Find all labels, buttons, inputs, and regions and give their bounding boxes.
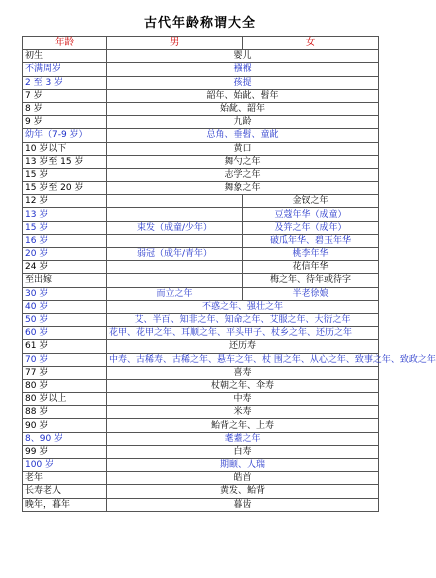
page-title: 古代年龄称谓大全	[143, 16, 256, 31]
table-row	[23, 472, 379, 485]
title-cell: 不惑之年、强壮之年	[107, 300, 379, 313]
age-cell: 长寿老人	[23, 485, 107, 498]
table-row	[23, 459, 379, 472]
title-cell: 白寿	[107, 445, 379, 458]
table-row	[23, 129, 379, 142]
age-cell: 10 岁以下	[23, 142, 107, 155]
table-row	[23, 300, 379, 313]
age-cell: 8 岁	[23, 102, 107, 115]
age-cell: 2 至 3 岁	[23, 76, 107, 89]
female-title-cell: 及笄之年（成年）	[243, 221, 379, 234]
table-row	[23, 419, 379, 432]
age-cell: 80 岁以上	[23, 393, 107, 406]
age-cell: 80 岁	[23, 379, 107, 392]
table-row	[23, 445, 379, 458]
table-row	[23, 498, 379, 511]
title-cell: 中寿	[107, 393, 379, 406]
age-cell: 7 岁	[23, 89, 107, 102]
age-cell: 15 岁	[23, 168, 107, 181]
female-title-cell: 花信年华	[243, 261, 379, 274]
age-cell: 90 岁	[23, 419, 107, 432]
title-cell: 杖朝之年、伞寿	[107, 379, 379, 392]
title-cell: 孩提	[107, 76, 379, 89]
male-title-cell	[107, 234, 243, 247]
female-title-cell: 梅之年、待年或待字	[243, 274, 379, 287]
table-row	[23, 340, 379, 353]
age-cell: 61 岁	[23, 340, 107, 353]
table-row	[23, 313, 379, 326]
male-title-cell: 弱冠（成年/青年）	[107, 248, 243, 261]
age-cell: 至出嫁	[23, 274, 107, 287]
table-row	[23, 76, 379, 89]
table-row	[23, 221, 379, 234]
age-cell: 初生	[23, 50, 107, 63]
table-row	[23, 168, 379, 181]
age-cell: 77 岁	[23, 366, 107, 379]
age-cell: 50 岁	[23, 313, 107, 326]
age-cell: 15 岁至 20 岁	[23, 182, 107, 195]
title-cell: 喜寿	[107, 366, 379, 379]
table-row	[23, 142, 379, 155]
table-body	[23, 50, 436, 512]
age-cell: 20 岁	[23, 248, 107, 261]
female-title-cell: 金钗之年	[243, 195, 379, 208]
age-cell: 16 岁	[23, 234, 107, 247]
age-cell: 30 岁	[23, 287, 107, 300]
female-title-cell: 半老徐娘	[243, 287, 379, 300]
title-cell: 黄发、鲐背	[107, 485, 379, 498]
table-row	[23, 182, 379, 195]
table-row	[23, 102, 379, 115]
table-row	[23, 432, 379, 445]
male-title-cell: 而立之年	[107, 287, 243, 300]
title-cell: 婴儿	[107, 50, 379, 63]
table-row	[23, 63, 379, 76]
table-row	[23, 406, 379, 419]
table-row	[23, 248, 379, 261]
title-cell: 总角、垂髫、童龀	[107, 129, 379, 142]
table-row	[23, 287, 379, 300]
table-row	[23, 50, 379, 63]
title-cell: 耄耋之年	[107, 432, 379, 445]
female-title-cell: 豆蔻年华（成童）	[243, 208, 379, 221]
title-cell: 艾、半百、知非之年、知命之年、艾服之年、大衍之年	[107, 313, 379, 326]
age-cell: 12 岁	[23, 195, 107, 208]
table-row	[23, 274, 379, 287]
title-cell: 中寿、古稀寿、古稀之年、悬车之年、杖 围之年、从心之年、致事之年、致政之年	[107, 353, 379, 366]
title-cell: 志学之年	[107, 168, 379, 181]
age-cell: 13 岁	[23, 208, 107, 221]
header-female: 女	[243, 37, 379, 50]
table-row	[23, 261, 379, 274]
table-row	[23, 116, 379, 129]
title-cell: 舞象之年	[107, 182, 379, 195]
male-title-cell: 束发（成童/少年）	[107, 221, 243, 234]
age-cell: 24 岁	[23, 261, 107, 274]
title-cell: 韶年、始龀、髫年	[107, 89, 379, 102]
title-cell: 皓首	[107, 472, 379, 485]
age-cell: 88 岁	[23, 406, 107, 419]
age-cell: 60 岁	[23, 327, 107, 340]
title-cell: 襁褓	[107, 63, 379, 76]
title-cell: 黄口	[107, 142, 379, 155]
table-row	[23, 393, 379, 406]
age-cell: 13 岁至 15 岁	[23, 155, 107, 168]
age-cell: 99 岁	[23, 445, 107, 458]
age-cell: 晚年，暮年	[23, 498, 107, 511]
title-cell: 暮齿	[107, 498, 379, 511]
title-cell: 期颐、人瑞	[107, 459, 379, 472]
table-row	[23, 195, 379, 208]
header-male: 男	[107, 37, 243, 50]
table-row	[23, 89, 379, 102]
table-row	[23, 234, 379, 247]
title-cell: 还历寿	[107, 340, 379, 353]
table-row	[23, 327, 379, 340]
female-title-cell: 破瓜年华、碧玉年华	[243, 234, 379, 247]
title-cell: 花甲、花甲之年、耳顺之年、平头甲子、杖乡之年、还历之年	[107, 327, 379, 340]
title-cell: 九龄	[107, 116, 379, 129]
age-cell: 不满周岁	[23, 63, 107, 76]
male-title-cell	[107, 274, 243, 287]
male-title-cell	[107, 208, 243, 221]
table-row	[23, 353, 379, 366]
title-cell: 始龀、韶年	[107, 102, 379, 115]
male-title-cell	[107, 261, 243, 274]
table-row	[23, 155, 379, 168]
age-cell: 70 岁	[23, 353, 107, 366]
age-cell: 15 岁	[23, 221, 107, 234]
title-cell: 米寿	[107, 406, 379, 419]
age-cell: 40 岁	[23, 300, 107, 313]
male-title-cell	[107, 195, 243, 208]
table-row	[23, 379, 379, 392]
title-cell: 舞勺之年	[107, 155, 379, 168]
table-header-row	[23, 37, 379, 50]
female-title-cell: 桃李年华	[243, 248, 379, 261]
header-age: 年龄	[23, 37, 107, 50]
table-row	[23, 485, 379, 498]
title-cell: 鲐背之年、上寿	[107, 419, 379, 432]
age-cell: 幼年（7-9 岁）	[23, 129, 107, 142]
table-row	[23, 208, 379, 221]
age-cell: 100 岁	[23, 459, 107, 472]
age-title-table	[22, 36, 436, 512]
age-cell: 老年	[23, 472, 107, 485]
table-row	[23, 366, 379, 379]
age-cell: 8、90 岁	[23, 432, 107, 445]
age-cell: 9 岁	[23, 116, 107, 129]
